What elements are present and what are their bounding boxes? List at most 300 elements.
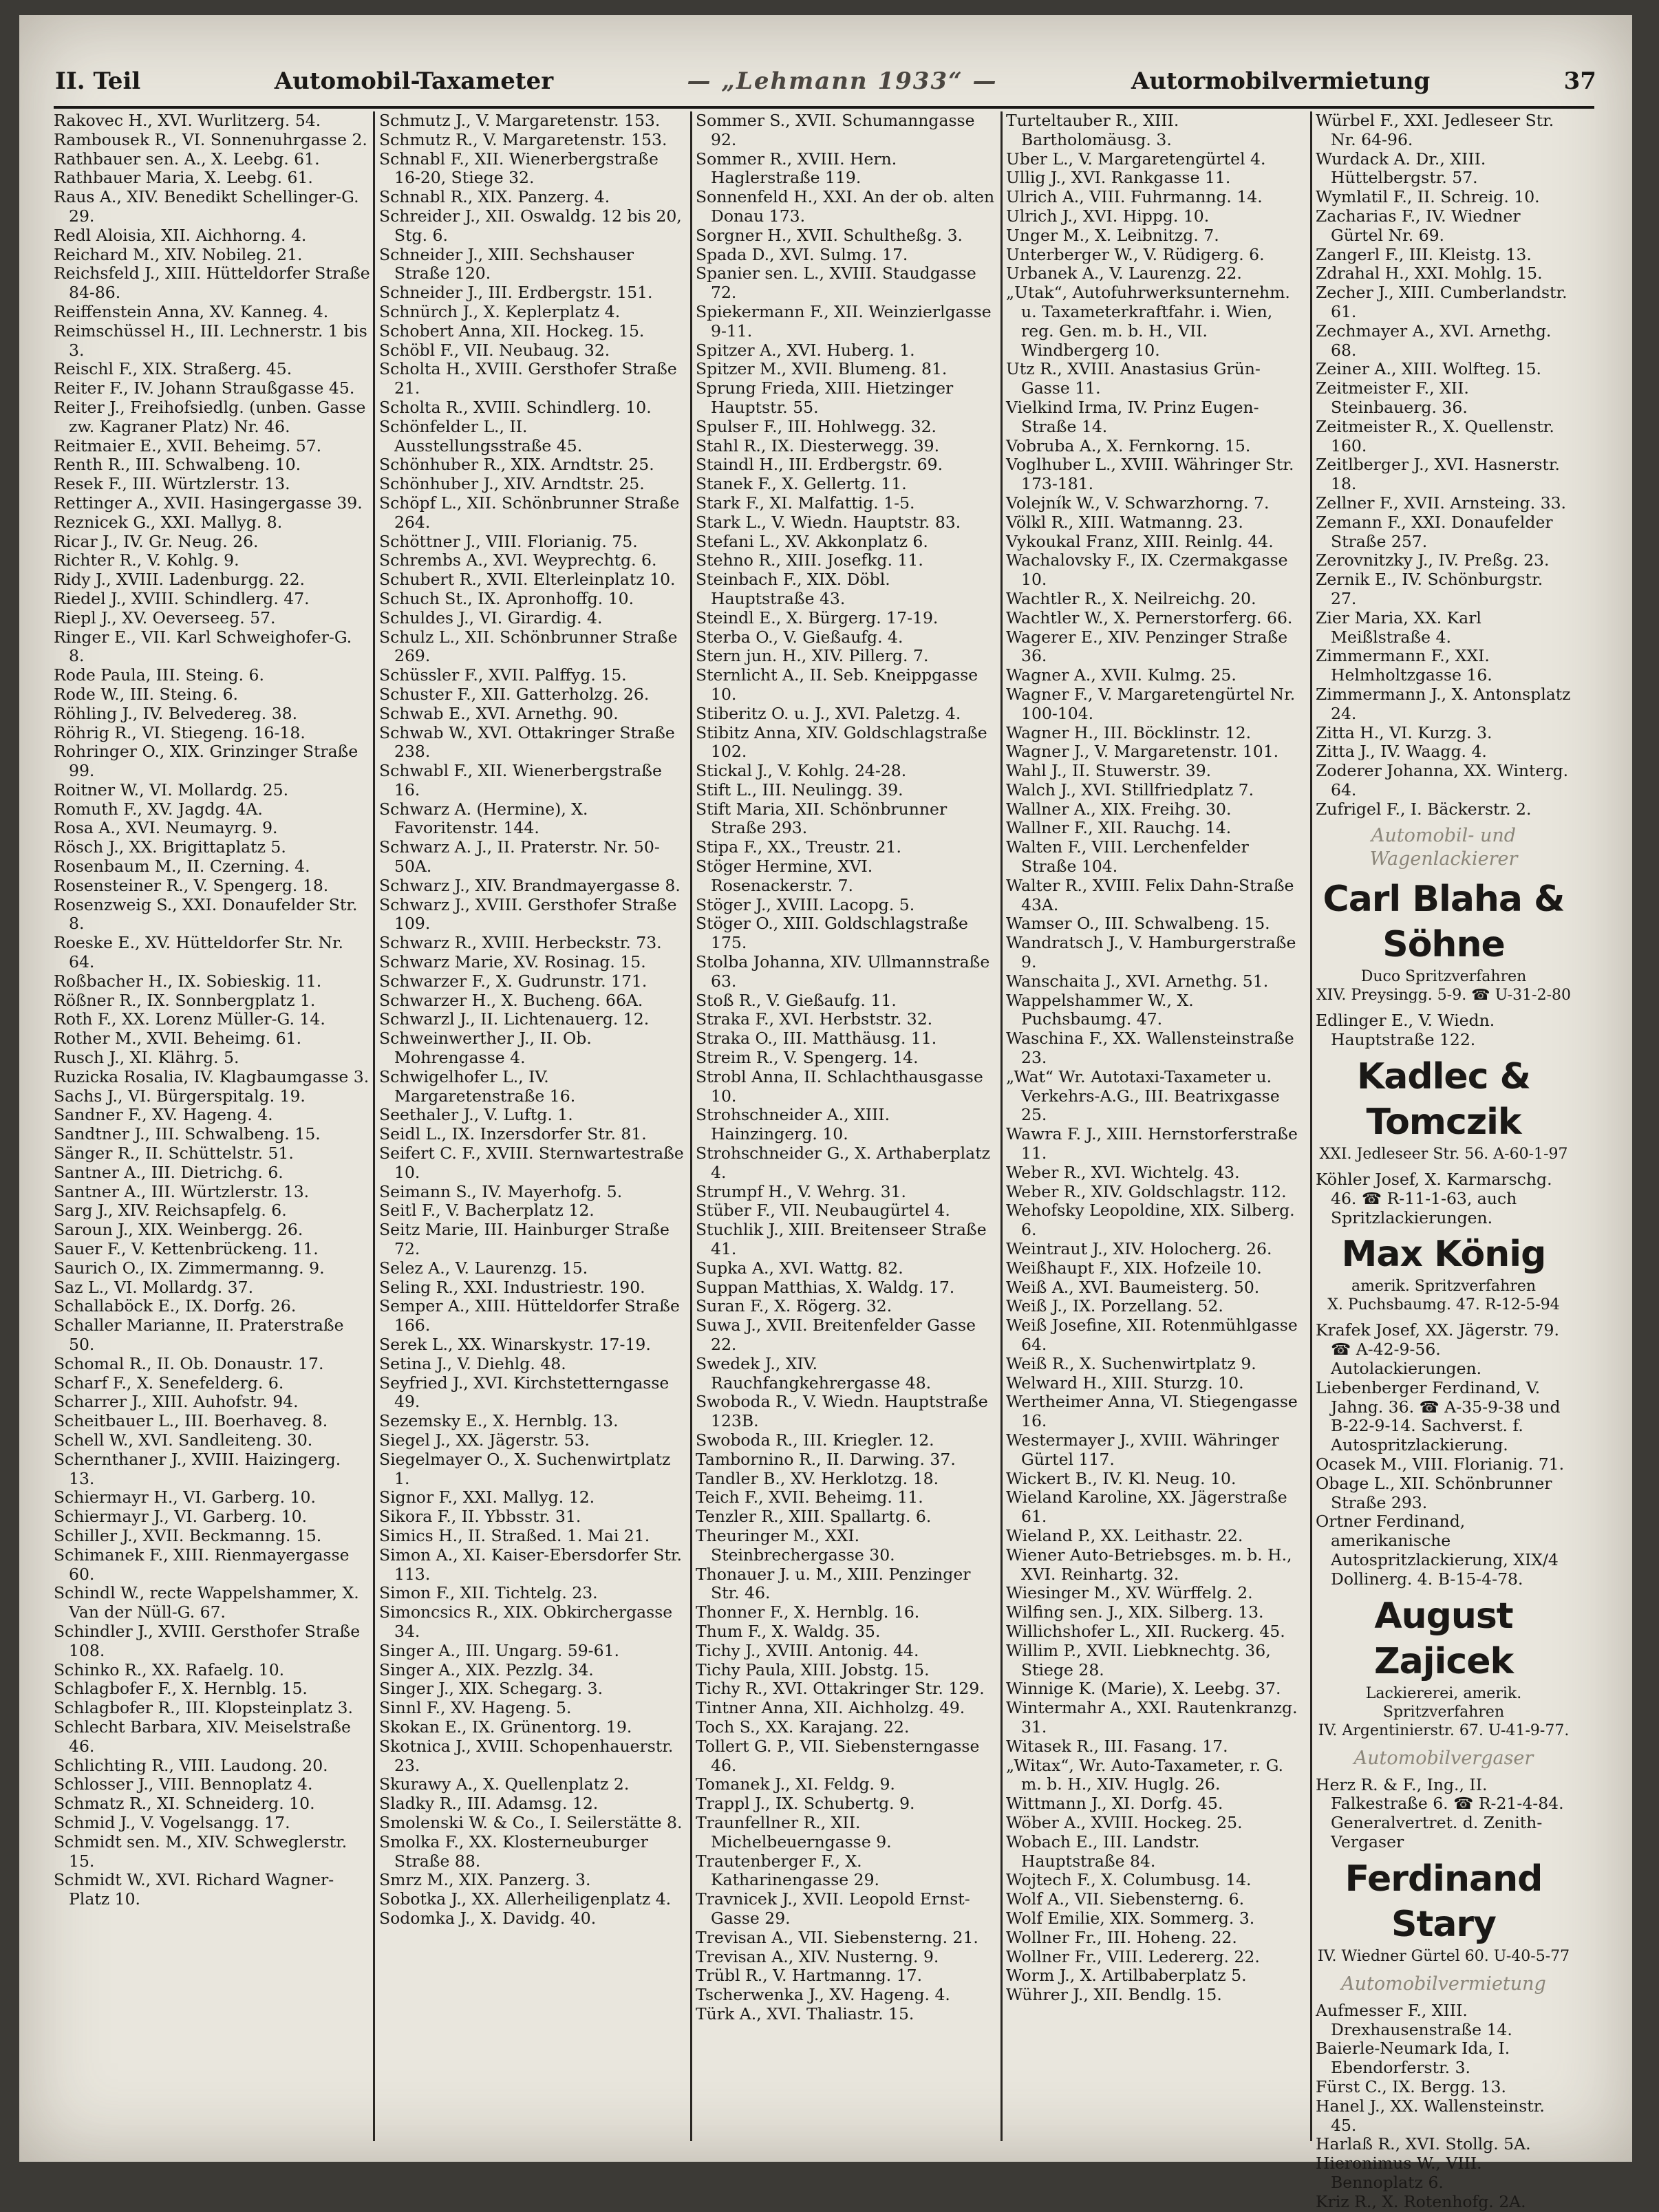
list-item: Zier Maria, XX. Karl Meißlstraße 4. <box>1316 608 1481 647</box>
list-item: Westermayer J., XVIII. Währinger Gürtel 117. <box>1006 1430 1279 1469</box>
list-item: Skokan E., IX. Grünentorg. 19. <box>379 1717 632 1737</box>
list-item: Stahl R., IX. Diesterwegg. 39. <box>696 436 940 455</box>
list-item: Zitta J., IV. Waagg. 4. <box>1316 742 1487 762</box>
list-item: Schweinwerther J., II. Ob. Mohrengasse 4. <box>379 1029 592 1068</box>
list-item: Schwab W., XVI. Ottakringer Straße 238. <box>379 722 675 762</box>
list-item: Roth F., XX. Lorenz Müller-G. 14. <box>54 1009 325 1029</box>
list-item: Rode Paula, III. Steing. 6. <box>54 665 264 685</box>
list-item: Schönhuber R., XIX. Arndtstr. 25. <box>379 455 654 475</box>
list-item: Schulz L., XII. Schönbrunner Straße 269. <box>379 627 678 666</box>
list-item: Stoß R., V. Gießaufg. 11. <box>696 990 897 1010</box>
list-item: Turteltauber R., XIII. Bartholomäusg. 3. <box>1006 111 1179 149</box>
list-item: Staindl H., III. Erdbergstr. 69. <box>696 455 943 475</box>
list-item: Raus A., XIV. Benedikt Schellinger-G. 29. <box>54 187 359 226</box>
list-item: Sprung Frieda, XIII. Hietzinger Hauptstr. 55. <box>696 378 954 417</box>
list-item: Schiermayr H., VI. Garberg. 10. <box>54 1488 316 1507</box>
list-item: Walch J., XVI. Stillfriedplatz 7. <box>1006 780 1254 799</box>
list-item: Zeitmeister F., XII. Steinbauerg. 36. <box>1316 378 1469 417</box>
list-item: Scharf F., X. Senefelderg. 6. <box>54 1373 284 1393</box>
list-item: Walten F., VIII. Lerchenfelder Straße 104. <box>1006 837 1249 877</box>
list-item: Wilfing sen. J., XIX. Silberg. 13. <box>1006 1602 1264 1622</box>
list-item: Reznicek G., XXI. Mallyg. 8. <box>54 512 283 532</box>
ad-stary <box>1316 1856 1572 1966</box>
column-5 <box>1316 111 1572 2211</box>
list-item: Wappelshammer W., X. Puchsbaumg. 47. <box>1006 990 1194 1029</box>
list-item: Spada D., XVI. Sulmg. 17. <box>696 244 908 264</box>
ad-stary-line1: IV. Wiedner Gürtel 60. U-40-5-77 <box>1317 1947 1570 1965</box>
list-item: Simoncsics R., XIX. Obkirchergasse 34. <box>379 1602 673 1641</box>
ad-zajicek <box>1316 1593 1572 1740</box>
list-item: Voglhuber L., XVIII. Währinger Str. 173-181. <box>1006 455 1294 494</box>
section-heading-vergaser: Automobilvergaser <box>1353 1747 1534 1769</box>
list-item: Straka F., XVI. Herbststr. 32. <box>696 1009 933 1029</box>
list-item: Edlinger E., V. Wiedn. Hauptstraße 122. <box>1316 1011 1495 1050</box>
list-item: Signor F., XXI. Mallyg. 12. <box>379 1488 595 1507</box>
list-item: Wolf Emilie, XIX. Sommerg. 3. <box>1006 1908 1255 1928</box>
list-item: Obage L., XII. Schönbrunner Straße 293. <box>1316 1473 1552 1512</box>
list-item: Zechmayer A., XVI. Arnethg. 68. <box>1316 321 1552 360</box>
list-item: Trautenberger F., X. Katharinengasse 29. <box>696 1851 880 1890</box>
list-item: Sikora F., II. Ybbsstr. 31. <box>379 1507 581 1527</box>
ad-zajicek-name: August Zajicek <box>1373 1595 1514 1682</box>
list-item: Seitz Marie, III. Hainburger Straße 72. <box>379 1220 670 1259</box>
list-item: Sauer F., V. Kettenbrückeng. 11. <box>54 1239 319 1259</box>
list-item: Zimmermann F., XXI. Helmholtzgasse 16. <box>1316 646 1492 685</box>
list-item: Schwab E., XVI. Arnethg. 90. <box>379 703 619 723</box>
list-item: Steinbach F., XIX. Döbl. Hauptstraße 43. <box>696 570 890 608</box>
list-item: Steindl E., X. Bürgerg. 17-19. <box>696 608 939 627</box>
ad-zajicek-line2: IV. Argentinierstr. 67. U-41-9-77. <box>1318 1721 1570 1739</box>
ad-stary-name: Ferdinand Stary <box>1345 1858 1543 1945</box>
ad-blaha-line2: XIV. Preysingg. 5-9. ☎ U-31-2-80 <box>1316 987 1572 1005</box>
list-item: Aufmesser F., XIII. Drexhausenstraße 14. <box>1316 2000 1512 2039</box>
list-item: Schnürch J., X. Keplerplatz 4. <box>379 301 621 321</box>
list-item: Waschina F., XX. Wallensteinstraße 23. <box>1006 1029 1294 1068</box>
list-item: Rohringer O., XIX. Grinzinger Straße 99. <box>54 742 358 781</box>
list-item: Seifert C. F., XVIII. Sternwartestraße 10. <box>379 1143 684 1182</box>
list-item: Herz R. & F., Ing., II. Falkestraße 6. ☎ R-21-4-84. Generalvertret. d. Zenith-Vergaser <box>1316 1774 1564 1852</box>
list-item: Scholta H., XVIII. Gersthofer Straße 21. <box>379 359 677 398</box>
list-item: Schreider J., XII. Oswaldg. 12 bis 20, Stg. 6. <box>379 206 682 245</box>
ad-blaha <box>1316 877 1572 1005</box>
list-item: Schwarz J., XIV. Brandmayergasse 8. <box>379 875 681 895</box>
list-item: Reichard M., XIV. Nobileg. 21. <box>54 244 303 264</box>
list-item: Scheitbauer L., III. Boerhaveg. 8. <box>54 1411 328 1431</box>
list-item: Stüber F., VII. Neubaugürtel 4. <box>696 1201 950 1221</box>
list-item: Stern jun. H., XIV. Pillerg. 7. <box>696 646 929 666</box>
list-item: Siegelmayer O., X. Suchenwirtplatz 1. <box>379 1449 671 1488</box>
list-item: Wahl J., II. Stuwerstr. 39. <box>1006 761 1212 781</box>
list-item: Rosensteiner R., V. Spengerg. 18. <box>54 875 329 895</box>
list-item: Spiekermann F., XII. Weinzierlgasse 9-11. <box>696 301 992 341</box>
list-item: Ruzicka Rosalia, IV. Klagbaumgasse 3. <box>54 1066 370 1086</box>
column-2 <box>379 111 687 2141</box>
list-item: Schwigelhofer L., IV. Margaretenstraße 16. <box>379 1066 576 1106</box>
list-item: Wiesinger M., XV. Würffelg. 2. <box>1006 1583 1253 1603</box>
list-item: Stark L., V. Wiedn. Hauptstr. 83. <box>696 512 961 532</box>
list-item: Utz R., XVIII. Anastasius Grün-Gasse 11. <box>1006 359 1261 398</box>
list-item: Schöbl F., VII. Neubaug. 32. <box>379 340 610 360</box>
list-item: Thonner F., X. Hernblg. 16. <box>696 1602 920 1622</box>
list-item: Volejník W., V. Schwarzhorng. 7. <box>1006 493 1270 513</box>
list-item: Willim P., XVII. Liebknechtg. 36, Stiege 28. <box>1006 1640 1271 1679</box>
list-item: Zellner F., XVII. Arnsteing. 33. <box>1316 493 1567 513</box>
list-item: Wachalovsky F., IX. Czermakgasse 10. <box>1006 550 1288 590</box>
ad-kadlec <box>1316 1054 1572 1163</box>
list-item: Schuster F., XII. Gatterholzg. 26. <box>379 684 650 704</box>
list-item: Sodomka J., X. Davidg. 40. <box>379 1908 597 1928</box>
list-item: Zitta H., VI. Kurzg. 3. <box>1316 722 1492 742</box>
list-item: Schwarzer H., X. Bucheng. 66A. <box>379 990 643 1010</box>
list-item: Stark F., XI. Malfattig. 1-5. <box>696 493 915 513</box>
list-item: Weiß Josefine, XII. Rotenmühlgasse 64. <box>1006 1316 1298 1354</box>
list-item: Roitner W., VI. Mollardg. 25. <box>54 780 289 799</box>
list-item: Simics H., II. Straßed. 1. Mai 21. <box>379 1525 650 1545</box>
ad-koenig-name: Max König <box>1341 1234 1546 1276</box>
list-item: Strohschneider A., XIII. Hainzingerg. 10. <box>696 1105 890 1144</box>
list-item: Tenzler R., XIII. Spallartg. 6. <box>696 1507 932 1527</box>
list-item: Schmidt W., XVI. Richard Wagner-Platz 10. <box>54 1870 334 1909</box>
column-3 <box>696 111 997 2141</box>
list-item: Schomal R., II. Ob. Donaustr. 17. <box>54 1353 324 1373</box>
list-item: Trevisan A., VII. Siebensterng. 21. <box>696 1927 978 1947</box>
list-item: Rother M., XVII. Beheimg. 61. <box>54 1029 302 1049</box>
list-item: Travnicek J., XVII. Leopold Ernst-Gasse 29. <box>696 1889 970 1928</box>
list-item: Stift L., III. Neulingg. 39. <box>696 780 903 799</box>
list-item: Schlecht Barbara, XIV. Meiselstraße 46. <box>54 1717 351 1756</box>
list-item: Wollner Fr., VIII. Ledererg. 22. <box>1006 1946 1260 1966</box>
list-item: Toch S., XX. Karajang. 22. <box>696 1717 910 1737</box>
list-item: Tandler B., XV. Herklotzg. 18. <box>696 1468 939 1488</box>
list-item: Teich F., XVII. Beheimg. 11. <box>696 1488 923 1507</box>
list-item: Fürst C., IX. Bergg. 13. <box>1316 2077 1506 2096</box>
list-item: Rosenbaum M., II. Czerning. 4. <box>54 857 310 877</box>
list-item: Stanek F., X. Gellertg. 11. <box>696 474 907 494</box>
list-item: Spitzer A., XVI. Huberg. 1. <box>696 340 915 360</box>
list-item: Streim R., V. Spengerg. 14. <box>696 1048 919 1068</box>
list-item: Strumpf H., V. Wehrg. 31. <box>696 1181 906 1201</box>
list-item: Wurdack A. Dr., XIII. Hüttelbergstr. 57. <box>1316 149 1486 188</box>
list-item: Weiß R., X. Suchenwirtplatz 9. <box>1006 1353 1256 1373</box>
column-divider <box>1000 111 1003 2141</box>
list-item: Wobach E., III. Landstr. Hauptstraße 84. <box>1006 1832 1200 1871</box>
ad-blaha-line1: Duco Spritzverfahren <box>1360 968 1527 986</box>
section-title-right: Autormobilvermietung <box>1131 67 1431 95</box>
list-item: Wöber A., XVIII. Hockeg. 25. <box>1006 1812 1243 1832</box>
list-item: Schindl W., recte Wappelshammer, X. Van der Nüll-G. 67. <box>54 1583 359 1622</box>
list-item: Schubert R., XVII. Elterleinplatz 10. <box>379 570 676 590</box>
list-item: Weiß A., XVI. Baumeisterg. 50. <box>1006 1277 1260 1297</box>
list-item: Schwarz J., XVIII. Gersthofer Straße 109. <box>379 894 677 934</box>
list-item: Schüssler F., XVII. Palffyg. 15. <box>379 665 627 685</box>
list-item: Suppan Matthias, X. Waldg. 17. <box>696 1277 955 1297</box>
list-item: Seimann S., IV. Mayerhofg. 5. <box>379 1181 623 1201</box>
list-item: Strobl Anna, II. Schlachthausgasse 10. <box>696 1066 983 1106</box>
list-item: Stolba Johanna, XIV. Ullmannstraße 63. <box>696 952 990 991</box>
list-item: Zoderer Johanna, XX. Winterg. 64. <box>1316 761 1569 799</box>
column-divider <box>1310 111 1312 2141</box>
list-item: Stuchlik J., XIII. Breitenseer Straße 41. <box>696 1220 987 1259</box>
list-item: Vielkind Irma, IV. Prinz Eugen-Straße 14. <box>1006 397 1259 436</box>
list-item: Wandratsch J., V. Hamburgerstraße 9. <box>1006 933 1296 972</box>
list-item: Harlaß R., XVI. Stollg. 5A. <box>1316 2134 1531 2154</box>
list-item: Schlagbofer F., X. Hernblg. 15. <box>54 1679 308 1699</box>
list-item: Tscherwenka J., XV. Hageng. 4. <box>696 1985 950 2005</box>
list-item: Winnige K. (Marie), X. Leebg. 37. <box>1006 1679 1281 1699</box>
list-item: Stöger O., XIII. Goldschlagstraße 175. <box>696 914 968 953</box>
list-item: Rathbauer sen. A., X. Leebg. 61. <box>54 149 320 169</box>
list-item: Schönhuber J., XIV. Arndtstr. 25. <box>379 474 645 494</box>
list-item: Ortner Ferdinand, amerikanische Autospritzlackierung, XIX/4 Dollinerg. 4. B-15-4-78. <box>1316 1512 1559 1589</box>
list-item: Wagner A., XVII. Kulmg. 25. <box>1006 665 1237 685</box>
list-item: Witasek R., III. Fasang. 17. <box>1006 1736 1228 1756</box>
list-item: Schwarz A. J., II. Praterstr. Nr. 50-50A. <box>379 837 660 877</box>
list-item: Liebenberger Ferdinand, V. Jahng. 36. ☎ A-35-9-38 und B-22-9-14. Sachverst. f. Autospritzlackierung. <box>1316 1377 1561 1455</box>
list-item: Tichy Paula, XIII. Jobstg. 15. <box>696 1660 930 1679</box>
list-item: Reitmaier E., XVII. Beheimg. 57. <box>54 436 322 455</box>
list-item: Tomanek J., XI. Feldg. 9. <box>696 1774 895 1794</box>
list-item: Schiller J., XVII. Beckmanng. 15. <box>54 1525 322 1545</box>
list-item: Wintermahr A., XXI. Rautenkranzg. 31. <box>1006 1698 1298 1737</box>
list-item: Richter R., V. Kohlg. 9. <box>54 550 239 570</box>
list-item: Smrz M., XIX. Panzerg. 3. <box>379 1870 591 1890</box>
list-item: Santner A., III. Dietrichg. 6. <box>54 1162 283 1182</box>
list-item: Vykoukal Franz, XIII. Reinlg. 44. <box>1006 531 1274 551</box>
list-item: Schwarzer F., X. Gudrunstr. 171. <box>379 971 647 991</box>
section-heading-vermietung: Automobilvermietung <box>1341 1973 1546 1995</box>
list-item: Theuringer M., XXI. Steinbrechergasse 30. <box>696 1525 895 1565</box>
list-item: Supka A., XVI. Wattg. 82. <box>696 1258 903 1278</box>
list-item: Sachs J., VI. Bürgerspitalg. 19. <box>54 1086 306 1106</box>
list-item: Schuch St., IX. Apronhoffg. 10. <box>379 588 634 608</box>
list-item: Rosa A., XVI. Neumayrg. 9. <box>54 818 278 838</box>
list-item: Schuldes J., VI. Girardig. 4. <box>379 608 603 627</box>
ad-koenig-line1: amerik. Spritzverfahren <box>1351 1278 1537 1296</box>
list-item: Schlagbofer R., III. Klopsteinplatz 3. <box>54 1698 353 1718</box>
list-item: Rambousek R., VI. Sonnenuhrgasse 2. <box>54 129 367 149</box>
list-item: Willichshofer L., XII. Ruckerg. 45. <box>1006 1621 1285 1641</box>
list-item: Saroun J., XIX. Weinbergg. 26. <box>54 1220 303 1240</box>
list-item: Wawra F. J., XIII. Hernstorferstraße 11. <box>1006 1124 1298 1163</box>
list-item: Redl Aloisia, XII. Aichhorng. 4. <box>54 225 307 245</box>
list-item: Rösch J., XX. Brigittaplatz 5. <box>54 837 286 857</box>
list-item: Reimschüssel H., III. Lechnerstr. 1 bis 3. <box>54 321 367 360</box>
list-item: Schernthaner J., XVIII. Haizingerg. 13. <box>54 1449 341 1488</box>
list-item: Riedel J., XVIII. Schindlerg. 47. <box>54 588 310 608</box>
list-item: Zangerl F., III. Kleistg. 13. <box>1316 244 1532 264</box>
list-item: Stiberitz O. u. J., XVI. Paletzg. 4. <box>696 703 961 723</box>
list-item: Ocasek M., VIII. Florianig. 71. <box>1316 1454 1565 1474</box>
list-item: Zerovnitzky J., IV. Preßg. 23. <box>1316 550 1550 570</box>
list-item: Worm J., X. Artilbaberplatz 5. <box>1006 1966 1247 1986</box>
list-item: Swoboda R., V. Wiedn. Hauptstraße 123B. <box>696 1392 988 1431</box>
list-item: Wieland Karoline, XX. Jägerstraße 61. <box>1006 1488 1287 1527</box>
list-item: Saz L., VI. Mollardg. 37. <box>54 1277 254 1297</box>
page-number: 37 <box>1563 67 1596 95</box>
list-item: Wolf A., VII. Siebensterng. 6. <box>1006 1889 1245 1909</box>
list-item: Schmidt sen. M., XIV. Schweglerstr. 15. <box>54 1832 347 1871</box>
list-item: Weiß J., IX. Porzellang. 52. <box>1006 1296 1223 1316</box>
column-1 <box>54 111 370 2141</box>
list-item: Krafek Josef, XX. Jägerstr. 79. ☎ A-42-9-56. Autolackierungen. <box>1316 1320 1559 1379</box>
list-item: Schöpf L., XII. Schönbrunner Straße 264. <box>379 493 680 532</box>
list-item: Schallaböck E., IX. Dorfg. 26. <box>54 1296 297 1316</box>
list-item: Sarg J., XIV. Reichsapfelg. 6. <box>54 1201 287 1221</box>
ad-blaha-name: Carl Blaha & Söhne <box>1323 879 1565 966</box>
list-item: Riepl J., XV. Oeverseeg. 57. <box>54 608 276 627</box>
list-item: Schmatz R., XI. Schneiderg. 10. <box>54 1794 315 1814</box>
list-item: Wertheimer Anna, VI. Stiegengasse 16. <box>1006 1392 1298 1431</box>
ad-koenig <box>1316 1232 1572 1314</box>
list-item: Stehno R., XIII. Josefkg. 11. <box>696 550 923 570</box>
list-item: Wachtler W., X. Pernerstorferg. 66. <box>1006 608 1293 627</box>
list-item: Serek L., XX. Winarskystr. 17-19. <box>379 1335 651 1354</box>
list-item: Singer A., XIX. Pezzlg. 34. <box>379 1660 594 1679</box>
header-rule <box>54 106 1594 109</box>
list-item: Schindler J., XVIII. Gersthofer Straße 108. <box>54 1621 361 1660</box>
list-item: Schlichting R., VIII. Laudong. 20. <box>54 1755 328 1775</box>
list-item: Schnabl F., XII. Wienerbergstraße 16-20, Stiege 32. <box>379 149 659 188</box>
list-item: Saurich O., IX. Zimmermanng. 9. <box>54 1258 325 1278</box>
list-item: Schrembs A., XVI. Weyprechtg. 6. <box>379 550 657 570</box>
list-item: Simon F., XII. Tichtelg. 23. <box>379 1583 598 1603</box>
list-item: Renth R., III. Schwalbeng. 10. <box>54 455 301 475</box>
list-item: Sobotka J., XX. Allerheiligenplatz 4. <box>379 1889 672 1909</box>
list-item: Zimmermann J., X. Antonsplatz 24. <box>1316 684 1571 723</box>
list-item: Würbel F., XXI. Jedleseer Str. Nr. 64-96. <box>1316 111 1554 149</box>
list-item: Sezemsky E., X. Hernblg. 13. <box>379 1411 619 1431</box>
list-item: Wallner A., XIX. Freihg. 30. <box>1006 799 1232 819</box>
list-item: Strohschneider G., X. Arthaberplatz 4. <box>696 1143 991 1182</box>
list-item: Schmutz J., V. Margaretenstr. 153. <box>379 111 661 130</box>
list-item: Kriz R., X. Rotenhofg. 2A. <box>1316 2191 1526 2211</box>
list-item: Resek F., III. Würtzlerstr. 13. <box>54 474 290 494</box>
list-item: Trappl J., IX. Schubertg. 9. <box>696 1794 915 1814</box>
list-item: Schönfelder L., II. Ausstellungsstraße 45. <box>379 416 583 455</box>
list-item: Stöger Hermine, XVI. Rosenackerstr. 7. <box>696 857 873 895</box>
list-item: Rusch J., XI. Klährg. 5. <box>54 1048 239 1068</box>
list-item: Reiffenstein Anna, XV. Kanneg. 4. <box>54 301 329 321</box>
list-item: Roeske E., XV. Hütteldorfer Str. Nr. 64. <box>54 933 344 972</box>
list-item: Baierle-Neumark Ida, I. Ebendorferstr. 3. <box>1316 2039 1510 2078</box>
list-item: „Utak“, Autofuhrwerksunternehm. u. Taxameterkraftfahr. i. Wien, reg. Gen. m. b. H., VII. Windbergerg 10. <box>1006 283 1290 360</box>
list-item: Schimanek F., XIII. Rienmayergasse 60. <box>54 1545 350 1584</box>
list-item: Türk A., XVI. Thaliastr. 15. <box>696 2004 914 2023</box>
list-item: Spulser F., III. Hohlwegg. 32. <box>696 416 937 436</box>
list-item: Seidl L., IX. Inzersdorfer Str. 81. <box>379 1124 647 1144</box>
list-item: Ulrich A., VIII. Fuhrmanng. 14. <box>1006 187 1263 207</box>
list-item: Rosenzweig S., XXI. Donaufelder Str. 8. <box>54 894 358 934</box>
list-item: Stöger J., XVIII. Lacopg. 5. <box>696 894 915 914</box>
list-item: Wagner H., III. Böcklinstr. 12. <box>1006 722 1252 742</box>
list-item: Scholta R., XVIII. Schindlerg. 10. <box>379 397 652 417</box>
list-item: Traunfellner R., XII. Michelbeuerngasse 9. <box>696 1812 892 1851</box>
columns <box>54 111 1572 2211</box>
list-item: Schwarz A. (Hermine), X. Favoritenstr. 144. <box>379 799 588 838</box>
list-item: Santner A., III. Würtzlerstr. 13. <box>54 1181 310 1201</box>
list-item: Straka O., III. Matthäusg. 11. <box>696 1029 937 1049</box>
list-item: Tintner Anna, XII. Aichholzg. 49. <box>696 1698 965 1718</box>
list-item: Walter R., XVIII. Felix Dahn-Straße 43A. <box>1006 875 1294 914</box>
list-item: Rakovec H., XVI. Wurlitzerg. 54. <box>54 111 321 130</box>
column-divider <box>373 111 375 2141</box>
list-item: Schmid J., V. Vogelsangg. 17. <box>54 1812 290 1832</box>
list-item: Weißhaupt F., XIX. Hofzeile 10. <box>1006 1258 1262 1278</box>
list-item: „Wat“ Wr. Autotaxi-Taxameter u. Verkehrs-A.G., III. Beatrixgasse 25. <box>1006 1066 1280 1125</box>
list-item: Wagner J., V. Margaretenstr. 101. <box>1006 742 1279 762</box>
list-item: Ricar J., IV. Gr. Neug. 26. <box>54 531 259 551</box>
list-item: Stibitz Anna, XIV. Goldschlagstraße 102. <box>696 722 987 762</box>
list-item: Hieronimus W., VIII. Bennoplatz 6. <box>1316 2154 1482 2192</box>
list-item: Wagner F., V. Margaretengürtel Nr. 100-104. <box>1006 684 1296 723</box>
list-item: Rößner R., IX. Sonnbergplatz 1. <box>54 990 316 1010</box>
directory-page <box>19 15 1632 2211</box>
list-item: Sänger R., II. Schüttelstr. 51. <box>54 1143 294 1163</box>
list-item: Schneider J., XIII. Sechshauser Straße 120. <box>379 244 634 283</box>
list-item: Wieland P., XX. Leithastr. 22. <box>1006 1525 1243 1545</box>
list-item: Schwarz R., XVIII. Herbeckstr. 73. <box>379 933 662 953</box>
list-item: Tambornino R., II. Darwing. 37. <box>696 1449 956 1469</box>
ad-zajicek-line1: Lackiererei, amerik. Spritzverfahren <box>1365 1684 1522 1721</box>
list-item: Urbanek A., V. Laurenzg. 22. <box>1006 264 1242 283</box>
list-item: Uber L., V. Margaretengürtel 4. <box>1006 149 1266 169</box>
list-item: Schaller Marianne, II. Praterstraße 50. <box>54 1316 344 1354</box>
list-item: Swoboda R., III. Kriegler. 12. <box>696 1430 934 1450</box>
list-item: Vobruba A., X. Fernkorng. 15. <box>1006 436 1251 455</box>
book-title: — „Lehmann 1933“ — <box>687 67 998 95</box>
list-item: Tichy J., XVIII. Antonig. 44. <box>696 1640 919 1660</box>
list-item: Schwarz Marie, XV. Rosinag. 15. <box>379 952 646 972</box>
list-item: Thonauer J. u. M., XIII. Penzinger Str. 46. <box>696 1564 971 1603</box>
list-item: Smolenski W. & Co., I. Seilerstätte 8. <box>379 1812 683 1832</box>
list-item: Simon A., XI. Kaiser-Ebersdorfer Str. 113. <box>379 1545 683 1584</box>
list-item: Trevisan A., XIV. Nusterng. 9. <box>696 1946 939 1966</box>
list-item: Schmutz R., V. Margaretenstr. 153. <box>379 129 667 149</box>
list-item: Zecher J., XIII. Cumberlandstr. 61. <box>1316 283 1567 321</box>
list-item: Schiermayr J., VI. Garberg. 10. <box>54 1507 308 1527</box>
list-item: Seyfried J., XVI. Kirchstetterngasse 49. <box>379 1373 670 1412</box>
page-header <box>55 58 1596 105</box>
list-item: Zernik E., IV. Schönburgstr. 27. <box>1316 570 1543 608</box>
list-item: Suran F., X. Rögerg. 32. <box>696 1296 892 1316</box>
list-item: Wanschaita J., XVI. Arnethg. 51. <box>1006 971 1269 991</box>
list-item: Sternlicht A., II. Seb. Kneippgasse 10. <box>696 665 978 704</box>
list-item: Reiter J., Freihofsiedlg. (unben. Gasse zw. Kagraner Platz) Nr. 46. <box>54 397 366 436</box>
list-item: Ridy J., XVIII. Ladenburgg. 22. <box>54 570 306 590</box>
list-item: Schneider J., III. Erdbergstr. 151. <box>379 283 653 303</box>
list-item: „Witax“, Wr. Auto-Taxameter, r. G. m. b. H., XIV. Huglg. 26. <box>1006 1755 1283 1794</box>
list-item: Zeiner A., XIII. Wolfteg. 15. <box>1316 359 1542 379</box>
list-item: Setina J., V. Diehlg. 48. <box>379 1353 566 1373</box>
list-item: Zemann F., XXI. Donaufelder Straße 257. <box>1316 512 1553 551</box>
list-item: Wehofsky Leopoldine, XIX. Silberg. 6. <box>1006 1201 1295 1240</box>
part-label: II. Teil <box>55 67 141 95</box>
list-item: Unger M., X. Leibnitzg. 7. <box>1006 225 1219 245</box>
section-title-left: Automobil-Taxameter <box>274 67 554 95</box>
list-item: Wachtler R., X. Neilreichg. 20. <box>1006 588 1256 608</box>
list-item: Schlosser J., VIII. Bennoplatz 4. <box>54 1774 313 1794</box>
list-item: Wührer J., XII. Bendlg. 15. <box>1006 1985 1222 2005</box>
list-item: Wagerer E., XIV. Penzinger Straße 36. <box>1006 627 1288 666</box>
list-item: Schobert Anna, XII. Hockeg. 15. <box>379 321 645 341</box>
list-item: Zufrigel F., I. Bäckerstr. 2. <box>1316 799 1532 819</box>
list-item: Scharrer J., XIII. Auhofstr. 94. <box>54 1392 299 1412</box>
list-item: Sandner F., XV. Hageng. 4. <box>54 1105 273 1125</box>
list-item: Zeitlberger J., XVI. Hasnerstr. 18. <box>1316 455 1560 494</box>
list-item: Siegel J., XX. Jägerstr. 53. <box>379 1430 590 1450</box>
list-item: Weber R., XIV. Goldschlagstr. 112. <box>1006 1181 1287 1201</box>
list-item: Skurawy A., X. Quellenplatz 2. <box>379 1774 630 1794</box>
